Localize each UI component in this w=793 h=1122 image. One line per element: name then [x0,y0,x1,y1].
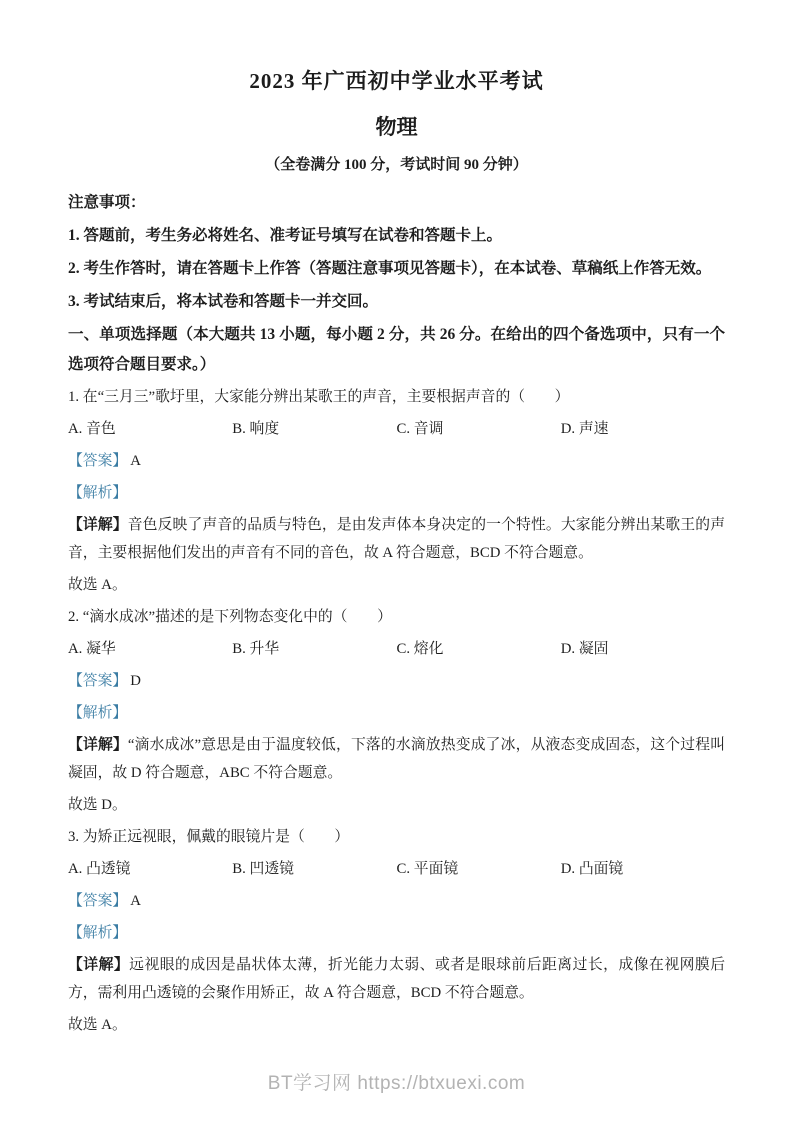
options-row [68,635,725,663]
option-b: B. 凹透镜 [232,861,294,877]
detail-text: “滴水成冰”意思是由于温度较低，下落的水滴放热变成了冰，从液态变成固态，这个过程叫凝固，故 D 符合题意，ABC 不符合题意。 [68,737,725,781]
question-stem: 2. “滴水成冰”描述的是下列物态变化中的（ ） [68,609,392,625]
detail-paragraph [68,951,725,1007]
detail-paragraph [68,511,725,567]
conclusion-text: 故选 D。 [68,797,127,813]
options-row [68,855,725,883]
subject-title: 物理 [375,115,418,139]
option-d: D. 声速 [560,421,609,437]
answer-label: 【答案】 [68,893,128,909]
option-d: D. 凝固 [560,641,609,657]
answer-line [68,887,725,915]
question-block-1 [68,383,725,599]
answer-line [68,667,725,695]
analysis-label: 【解析】 [68,705,128,721]
option-a: A. 凸透镜 [68,861,131,877]
option-c: C. 音调 [396,421,444,437]
notice-heading: 注意事项： [68,194,146,211]
detail-label: 【详解】 [68,517,128,533]
notice-block [68,188,725,317]
detail-text: 音色反映了声音的品质与特色，是由发声体本身决定的一个特性。大家能分辨出某歌王的声音，主要根据他们发出的声音有不同的音色，故 A 符合题意，BCD 不符合题意。 [68,517,725,561]
watermark: BT学习网 https://btxuexi.com [267,1073,526,1094]
answer-value: D [130,673,141,689]
question-block-2 [68,603,725,819]
answer-label: 【答案】 [68,453,128,469]
option-c: C. 平面镜 [396,861,459,877]
options-row [68,415,725,443]
section-heading: 一、单项选择题（本大题共 13 小题，每小题 2 分，共 26 分。在给出的四个备选项中，只有一个选项符合题目要求。） [68,326,725,373]
detail-paragraph [68,731,725,787]
analysis-label: 【解析】 [68,485,128,501]
answer-value: A [130,453,141,469]
answer-value: A [130,893,141,909]
notice-item-1: 1. 答题前，考生务必将姓名、准考证号填写在试卷和答题卡上。 [68,227,503,244]
question-stem: 3. 为矫正远视眼，佩戴的眼镜片是（ ） [68,829,350,845]
option-a: A. 凝华 [68,641,116,657]
option-c: C. 熔化 [396,641,444,657]
option-b: B. 升华 [232,641,280,657]
conclusion-text: 故选 A。 [68,1017,127,1033]
question-block-3 [68,823,725,1039]
option-b: B. 响度 [232,421,280,437]
detail-text: 远视眼的成因是晶状体太薄，折光能力太弱、或者是眼球前后距离过长，成像在视网膜后方，需利用凸透镜的会聚作用矫正，故 A 符合题意，BCD 不符合题意。 [68,957,725,1001]
option-a: A. 音色 [68,421,116,437]
exam-title: 2023 年广西初中学业水平考试 [249,69,544,93]
answer-line [68,447,725,475]
score-subtitle: （全卷满分 100 分，考试时间 90 分钟） [265,157,528,173]
notice-item-2: 2. 考生作答时，请在答题卡上作答（答题注意事项见答题卡），在本试卷、草稿纸上作答无效。 [68,260,712,277]
notice-item-3: 3. 考试结束后，将本试卷和答题卡一并交回。 [68,293,379,310]
detail-label: 【详解】 [68,957,130,973]
answer-label: 【答案】 [68,673,128,689]
conclusion-text: 故选 A。 [68,577,127,593]
question-stem: 1. 在“三月三”歌圩里，大家能分辨出某歌王的声音，主要根据声音的（ ） [68,389,570,405]
analysis-label: 【解析】 [68,925,128,941]
detail-label: 【详解】 [68,737,128,753]
option-d: D. 凸面镜 [560,861,624,877]
